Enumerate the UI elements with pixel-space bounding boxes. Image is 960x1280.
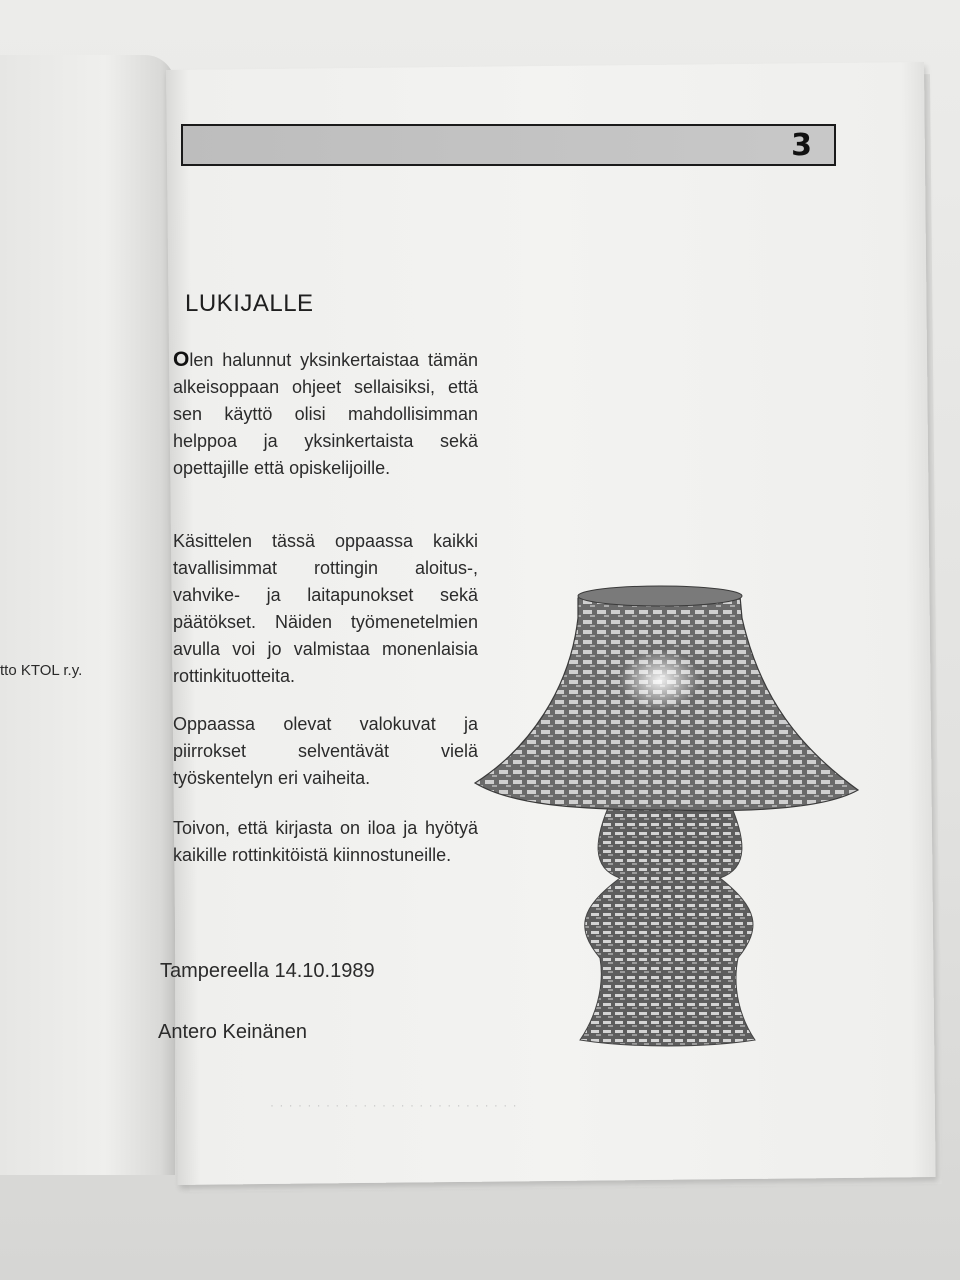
page-header-bar [181, 124, 836, 166]
lamp-base [580, 803, 755, 1046]
page-title: LUKIJALLE [185, 290, 314, 317]
paragraph-1 [173, 346, 478, 482]
left-page-text: tto KTOL r.y. [0, 662, 83, 679]
paragraph-1-text: len halunnut yksinkertaistaa tämän alkeisoppaan ohjeet sellaisiksi, että sen käyttö olisi mahdollisimman helppoa ja yksinkertaista sekä opettajille että opiskelijoille. [173, 350, 478, 478]
page-number: 3 [791, 128, 812, 163]
paragraph-3: Oppaassa olevat valokuvat ja piirrokset selventävät vielä työskentelyn eri vaiheita. [173, 714, 478, 788]
paragraph-2: Käsittelen tässä oppaassa kaikki tavallisimmat rottingin aloitus-, vahvike- ja laitapunokset sekä päätökset. Näiden työmenetelmien avulla voi jo valmistaa monenlaisia rottinkituotteita. [173, 531, 478, 686]
show-through-text: · · · · · · · · · · · · · · · · · · · · · · · · · · · [270, 1098, 518, 1112]
author-name: Antero Keinänen [158, 1021, 308, 1043]
left-page [0, 55, 175, 1175]
wicker-lamp-photo [470, 578, 865, 1058]
drop-initial: O [173, 348, 190, 371]
paragraph-4: Toivon, että kirjasta on iloa ja hyötyä kaikille rottinkitöistä kiinnostuneille. [173, 818, 478, 865]
place-date: Tampereella 14.10.1989 [160, 960, 375, 982]
